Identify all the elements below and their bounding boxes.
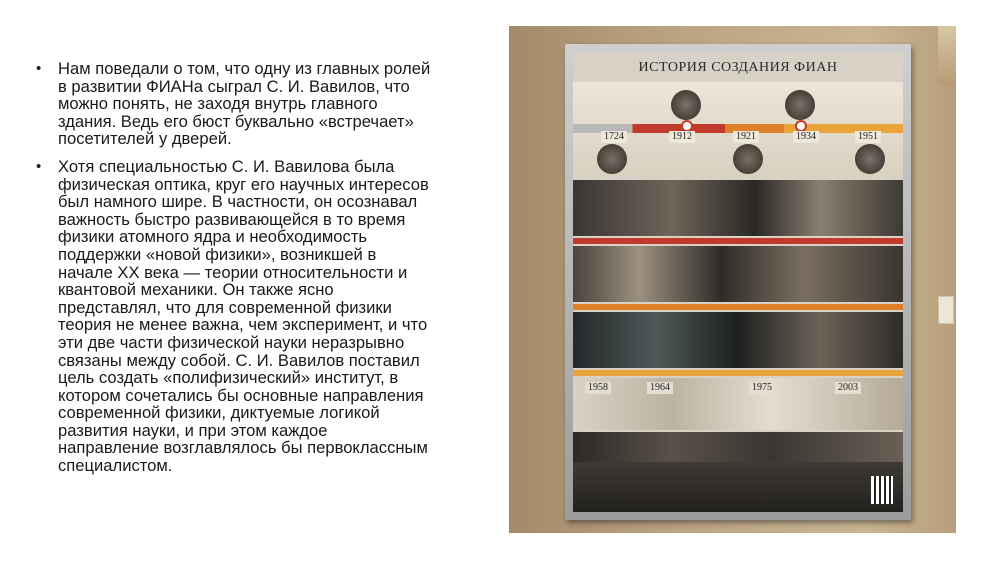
photo-strip: [573, 246, 903, 302]
bullet-line: квантовой механики. Он также ясно: [58, 280, 334, 300]
timeline-year: 2003: [835, 382, 861, 394]
building-thumbnail: [733, 144, 763, 174]
wall-switch: [938, 296, 954, 324]
building-thumbnail: [785, 90, 815, 120]
wall-detail: [938, 26, 956, 86]
bullet-line: начале XX века — теории относительности и: [58, 262, 408, 282]
timeline-year: 1951: [855, 131, 881, 143]
building-thumbnail: [597, 144, 627, 174]
bullet-line: поддержки «новой физики», возникшей в: [58, 244, 377, 264]
bullet-line: специалистом.: [58, 456, 173, 476]
building-thumbnail: [671, 90, 701, 120]
bullet-item-1: [34, 60, 504, 148]
photo-strip: [573, 238, 903, 244]
bullet-line: современной физики, диктуемые логикой: [58, 403, 380, 423]
bullet-line: Нам поведали о том, что одну из главных ролей: [58, 59, 431, 78]
poster-footer: [573, 462, 903, 512]
timeline-year: 1975: [749, 382, 775, 394]
bullet-line: эти две части физической науки неразрывно: [58, 332, 405, 352]
photo-strip: [573, 304, 903, 310]
qr-code-icon: [871, 476, 893, 504]
bullet-line: котором сочетались бы основные направления: [58, 385, 424, 405]
bullet-line: важность быстро развивающейся в то время: [58, 209, 406, 229]
bullet-line: связаны между собой. С. И. Вавилов поставил: [58, 350, 420, 370]
bullet-line: направление возглавлялось бы первоклассным: [58, 438, 428, 458]
bullet-line: физики атомного ядра и необходимость: [58, 227, 368, 247]
timeline-year: 1912: [669, 131, 695, 143]
photo-strip: [573, 312, 903, 368]
timeline-year: 1921: [733, 131, 759, 143]
photo-strip: [573, 370, 903, 376]
bullet-line: цель создать «полифизический» институт, в: [58, 368, 399, 388]
bullet-dot-icon: •: [36, 157, 42, 175]
bullet-item-2: [34, 158, 504, 475]
timeline-year: 1964: [647, 382, 673, 394]
timeline-year: 1724: [601, 131, 627, 143]
bullet-line: физическая оптика, круг его научных интересов: [58, 174, 429, 194]
timeline-year: 1958: [585, 382, 611, 394]
building-thumbnail: [855, 144, 885, 174]
bullet-line: был намного шире. В частности, он осознавал: [58, 192, 418, 212]
bullet-line: посетителей у дверей.: [58, 129, 232, 149]
poster-photo: [509, 26, 956, 533]
bullet-dot-icon: •: [36, 60, 42, 77]
bullet-line: здания. Ведь его бюст буквально «встречает»: [58, 111, 414, 131]
bullet-line: представлял, что для современной физики: [58, 297, 392, 317]
photo-strip: [573, 432, 903, 462]
photo-strip: [573, 180, 903, 236]
timeline-year: 1934: [793, 131, 819, 143]
bullet-line: можно понять, не заходя внутрь главного: [58, 94, 378, 114]
bullet-line: развития науки, и при этом каждое: [58, 420, 328, 440]
slide-text: [34, 60, 504, 485]
bullet-list: [34, 60, 504, 475]
bullet-line: теория не менее важна, чем эксперимент, и что: [58, 315, 428, 335]
bullet-line: Хотя специальностью С. И. Вавилова была: [58, 156, 395, 176]
poster-title: ИСТОРИЯ СОЗДАНИЯ ФИАН: [638, 60, 838, 75]
bullet-line: в развитии ФИАНа сыграл С. И. Вавилов, что: [58, 76, 410, 96]
poster-frame: [565, 44, 911, 520]
poster: [573, 52, 903, 512]
